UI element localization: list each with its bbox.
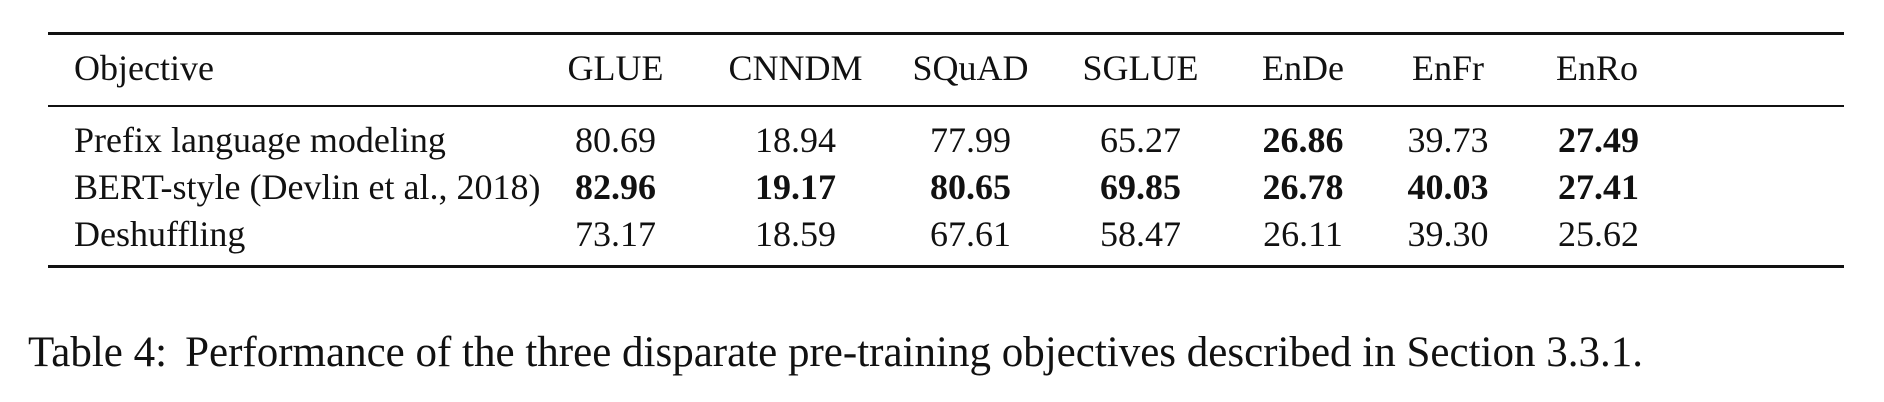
- table-cell: 27.49: [1558, 119, 1639, 160]
- table-cell: 73.17: [575, 213, 656, 254]
- caption-text: Performance of the three disparate pre-training objectives described in Section 3.3.1.: [185, 329, 1643, 376]
- table-cell: 39.30: [1407, 213, 1489, 254]
- results-table: [48, 32, 1844, 283]
- table-row-deshuffling: [48, 210, 1844, 257]
- table-cell: 80.69: [575, 119, 656, 160]
- table-cell: 82.96: [575, 166, 656, 207]
- caption-label: Table 4:: [28, 329, 168, 376]
- col-header-sglue: SGLUE: [1082, 48, 1199, 88]
- table-cell: 26.78: [1262, 166, 1344, 207]
- col-header-objective: Objective: [74, 48, 214, 88]
- row-label: BERT-style (Devlin et al., 2018): [74, 166, 541, 207]
- table-cell: 67.61: [930, 213, 1011, 254]
- table-cell: 19.17: [755, 166, 836, 207]
- table-caption: [28, 328, 1868, 377]
- row-label: Deshuffling: [74, 213, 246, 254]
- col-header-ende: EnDe: [1262, 48, 1344, 88]
- table-row-prefix-lm: [48, 116, 1844, 163]
- table-cell: 58.47: [1100, 213, 1181, 254]
- table-cell: 39.73: [1407, 119, 1489, 160]
- table-cell: 40.03: [1407, 166, 1489, 207]
- table-cell: 25.62: [1558, 213, 1639, 254]
- table-cell: 26.11: [1263, 213, 1343, 254]
- row-label: Prefix language modeling: [74, 119, 446, 160]
- col-header-squad: SQuAD: [912, 48, 1029, 88]
- header-row: [48, 32, 1844, 104]
- table-cell: 18.59: [755, 213, 836, 254]
- table-cell: 26.86: [1262, 119, 1344, 160]
- table-cell: 27.41: [1558, 166, 1639, 207]
- col-header-enro: EnRo: [1556, 48, 1639, 88]
- table-cell: 80.65: [930, 166, 1011, 207]
- table-row-bert-style: [48, 163, 1844, 210]
- table-cell: 69.85: [1100, 166, 1181, 207]
- col-header-cnndm: CNNDM: [728, 48, 863, 88]
- table-cell: 18.94: [755, 119, 836, 160]
- table-cell: 65.27: [1100, 119, 1181, 160]
- col-header-glue: GLUE: [567, 48, 664, 88]
- col-header-enfr: EnFr: [1412, 48, 1484, 88]
- table-cell: 77.99: [930, 119, 1011, 160]
